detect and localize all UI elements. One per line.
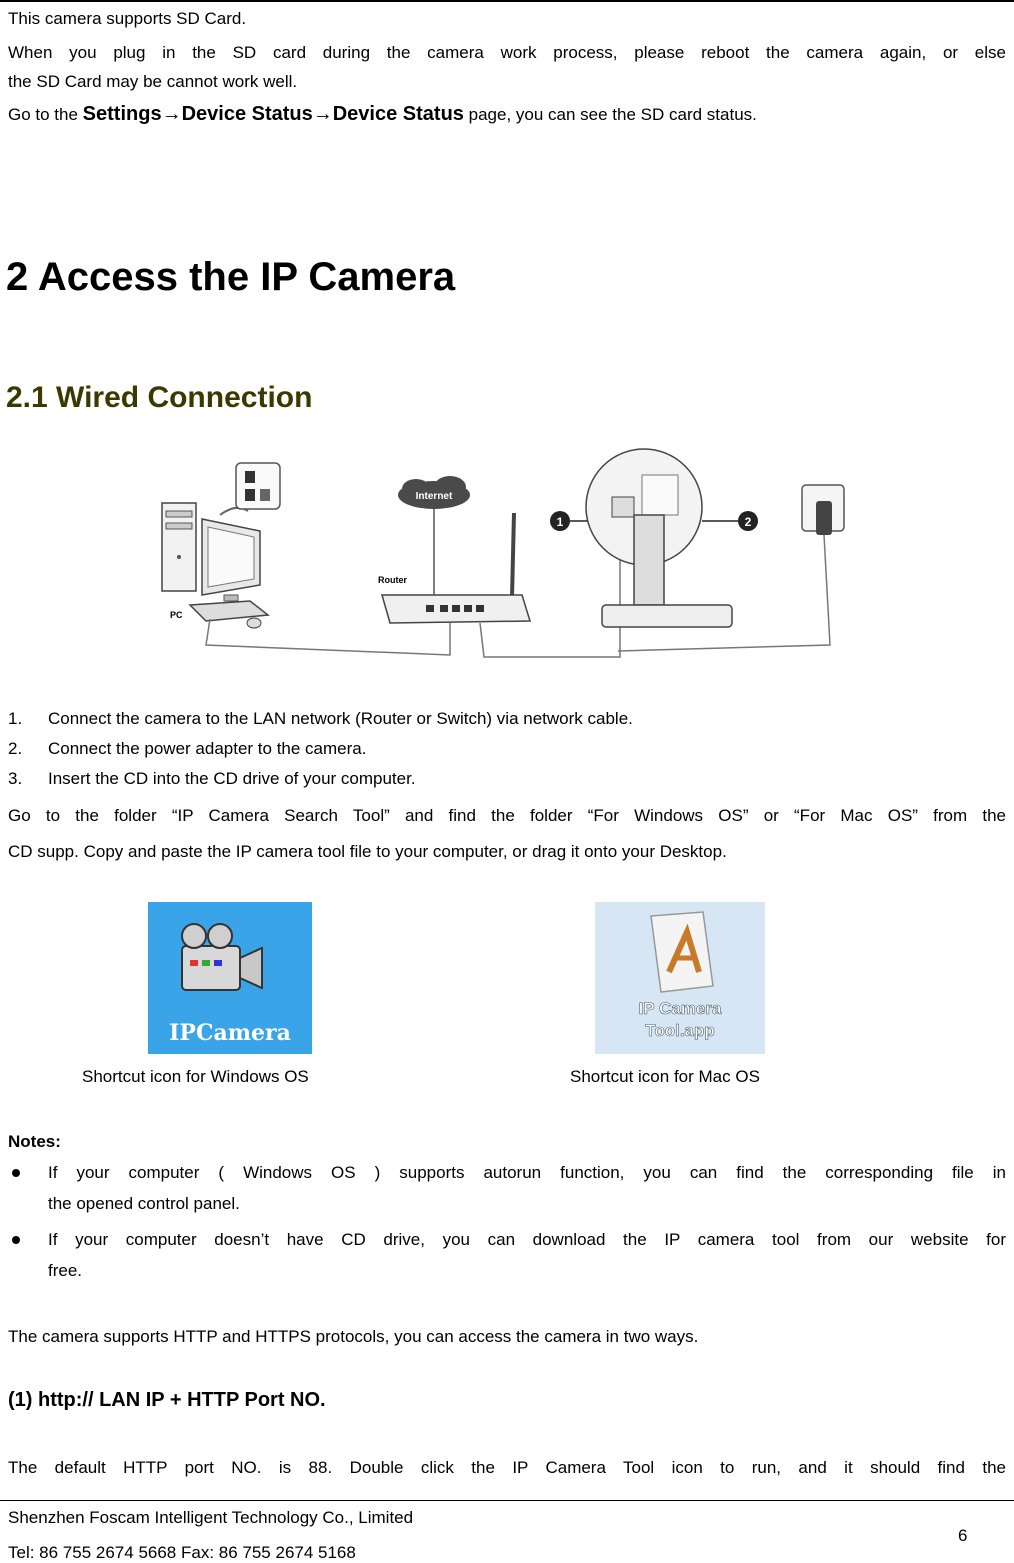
subsection-heading-wired-connection: 2.1 Wired Connection	[6, 381, 313, 414]
windows-icon-caption: Shortcut icon for Windows OS	[82, 1067, 309, 1086]
power-adapter-icon	[802, 485, 844, 535]
monitor-icon	[202, 519, 260, 601]
default-port-text: The default HTTP port NO. is 88. Double click the IP Camera Tool icon to run, and it should find the	[8, 1458, 1006, 1477]
mac-icon-label-line-1: IP Camera	[638, 999, 722, 1018]
step-2: 2. Connect the power adapter to the camera.	[8, 739, 367, 758]
ip-camera-icon	[586, 449, 732, 627]
marker-1-label: 1	[556, 515, 564, 529]
router-icon	[382, 513, 530, 623]
section-heading-access-ip-camera: 2 Access the IP Camera	[6, 255, 456, 299]
footer-company: Shenzhen Foscam Intelligent Technology Co., Limited	[8, 1508, 414, 1527]
video-camera-icon	[182, 924, 262, 990]
bullet-dot-icon	[12, 1169, 20, 1177]
windows-icon-label: IPCamera	[169, 1020, 291, 1046]
step-3: 3. Insert the CD into the CD drive of your computer.	[8, 769, 416, 788]
footer-rule	[0, 1500, 1014, 1501]
note-bullet-1: If your computer ( Windows OS ) supports autorun function, you can find the corresponding file in the opened control panel.	[8, 1162, 1006, 1212]
intro-line-2: When you plug in the SD card during the camera work process, please reboot the camera again, or else	[8, 43, 1006, 62]
intro-line-4-prefix: Go to the	[8, 105, 83, 124]
http-access-subheading: (1) http:// LAN IP + HTTP Port NO.	[8, 1389, 326, 1411]
bullet-dot-icon	[12, 1236, 20, 1244]
marker-2-label: 2	[744, 515, 752, 529]
protocols-text: The camera supports HTTP and HTTPS protocols, you can access the camera in two ways.	[8, 1327, 699, 1346]
intro-line-4-suffix: page, you can see the SD card status.	[463, 105, 757, 124]
network-port-icon	[236, 463, 280, 509]
internet-label: Internet	[415, 491, 453, 502]
internet-cloud-icon	[398, 476, 470, 509]
router-label: Router	[378, 575, 407, 585]
step-1: 1. Connect the camera to the LAN network (Router or Switch) via network cable.	[8, 709, 633, 728]
mac-icon-caption: Shortcut icon for Mac OS	[570, 1067, 760, 1086]
windows-shortcut-icon	[148, 902, 312, 1054]
cable-pc-router	[206, 619, 450, 655]
intro-line-1: This camera supports SD Card.	[8, 9, 247, 28]
folder-instructions-line-1: Go to the folder “IP Camera Search Tool” and find the folder “For Windows OS” or “For Mac OS” from the	[8, 806, 1006, 825]
wired-connection-diagram	[150, 445, 870, 665]
notes-title: Notes:	[8, 1132, 61, 1151]
top-rule	[0, 0, 1014, 2]
settings-path: Settings→Device Status→Device Status	[82, 103, 464, 125]
app-document-icon	[651, 912, 713, 992]
folder-instructions-line-2: CD supp. Copy and paste the IP camera tool file to your computer, or drag it onto your Desktop.	[8, 842, 727, 861]
footer-contact: Tel: 86 755 2674 5668 Fax: 86 755 2674 5168	[8, 1543, 356, 1562]
marker-2-icon	[702, 511, 758, 531]
pc-tower-icon	[162, 503, 196, 591]
note-bullet-2: If your computer doesn’t have CD drive, you can download the IP camera tool from our website for free.	[8, 1229, 1006, 1279]
intro-line-4	[8, 104, 757, 125]
pc-label: PC	[170, 610, 183, 620]
keyboard-icon	[190, 601, 268, 628]
intro-line-3: the SD Card may be cannot work well.	[8, 72, 298, 91]
mac-shortcut-icon	[595, 902, 765, 1054]
mac-icon-label-line-2: Tool.app	[645, 1021, 715, 1040]
page-number: 6	[958, 1526, 968, 1545]
